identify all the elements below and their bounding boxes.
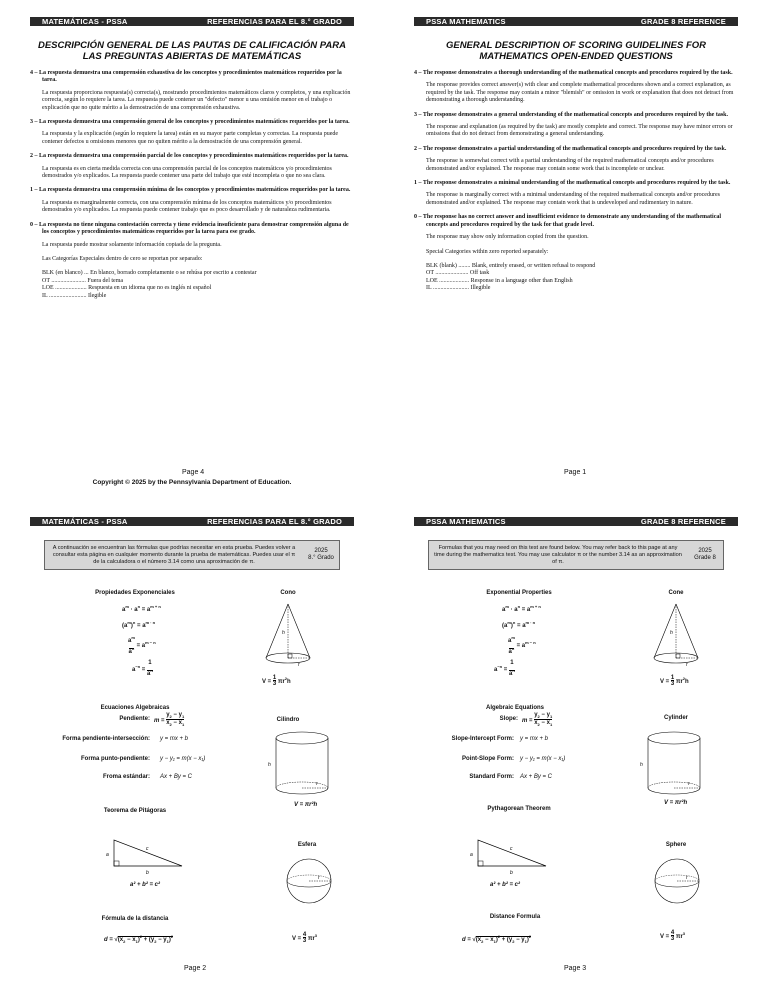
scoring-guidelines [30, 70, 354, 300]
exp-quotient-rule: $a^m$ $a^n = a^{m - n}$ [128, 635, 156, 655]
spanish-scoring-page [0, 0, 384, 497]
scoring-guidelines [414, 70, 738, 293]
header-right: REFERENCIAS PARA EL 8.° GRADO [207, 17, 342, 26]
svg-text:b: b [146, 870, 149, 876]
dist-title: Fórmula de la distancia [101, 916, 169, 922]
sphere-volume: V = 4 3 $\pi r^3$ [660, 930, 686, 942]
header-right: REFERENCIAS PARA EL 8.° GRADO [207, 517, 342, 526]
svg-text:r: r [298, 662, 300, 668]
score-body: The response and explanation (as required by the task) are mostly complete and correct. The response may have minor errors or omissions that do not detract from demonstrating a general understanding. [426, 124, 733, 138]
special-category: IL ......................... Ilegible [42, 292, 107, 299]
svg-text:c: c [146, 846, 149, 852]
special-category: LOE ..................... Respuesta en un idioma que no es inglés ni español [42, 285, 212, 292]
exp-product-rule: $a^m \cdot a^n = a^{m + n}$ [122, 604, 161, 613]
exp-quotient-rule: $a^m$ $a^n = a^{m - n}$ [508, 635, 536, 655]
score-heading: 1 – La respuesta demuestra una comprensión mínima de los conceptos y procedimientos matemáticos requeridos por la tarea. [30, 187, 351, 194]
score-heading: 2 – La respuesta demuestra una comprensión parcial de los conceptos y procedimientos matemáticos requeridos por la tarea. [30, 153, 349, 160]
score-item [30, 222, 354, 249]
header-bar [30, 517, 354, 526]
sphere-volume: V = 4 3 $\pi r^3$ [292, 932, 318, 944]
page-number: Page 3 [564, 965, 587, 972]
page-number: Page 2 [184, 965, 207, 972]
score-heading: 3 – La respuesta demuestra una comprensión general de los conceptos y procedimientos matemáticos requeridos por la tarea. [30, 119, 350, 126]
header-bar [414, 517, 738, 526]
copyright: Copyright © 2025 by the Pennsylvania Department of Education. [92, 479, 292, 486]
info-text: A continuación se encuentran las fórmulas que podrías necesitar en esta prueba. Puedes volver a consultar esta página en cualquier momento durante la prueba de matemáticas. Puedes usar el π de la calculadora o el número 3.14 como una aproximación de π. [52, 544, 296, 565]
header-bar [414, 17, 738, 26]
header-left: MATEMÁTICAS - PSSA [42, 517, 128, 526]
page-number: Page 1 [564, 469, 587, 476]
slope-formula: $m = y_2 - y_1$ $x_2 - x_1$ [154, 712, 185, 728]
exp-negative-rule: $a^{-n} = 1$ $a^n$ [494, 660, 515, 677]
english-scoring-page [384, 0, 768, 497]
score-heading: 2 – The response demonstrates a partial understanding of the mathematical concepts and procedures required by the task. [414, 145, 727, 152]
header-left: PSSA MATHEMATICS [426, 17, 506, 26]
alg-title: Algebraic Equations [485, 705, 544, 711]
sphere-diagram-icon [284, 856, 334, 906]
pyth-title: Pythagorean Theorem [487, 806, 551, 812]
info-box [44, 540, 340, 570]
score-item [414, 146, 738, 173]
score-item [30, 187, 354, 214]
cone-volume: V = 1 3 $\pi r^2h$ [262, 675, 291, 687]
score-body: La respuesta es marginalmente correcta, con una comprensión mínima de los conceptos matemáticos y/o procedimientos demostrados y/o explicados. La respuesta puede contener trabajo que es poco desarrollado y de naturaleza rudimentaria. [42, 199, 332, 214]
pyth-formula: a² + b² = c² [130, 882, 161, 888]
exp-power-rule: $(a^m)^n = a^{m \cdot n}$ [122, 620, 156, 629]
header-bar [30, 17, 354, 26]
cylinder-volume: V = πr²h [664, 800, 688, 806]
exp-negative-rule: $a^{-n} = 1$ $a^n$ [132, 660, 153, 677]
special-intro: Special Categories within zero reported separately: [426, 248, 549, 255]
special-category: BLK (en blanco) ... En blanco, borrado completamente o se rehúsa por escrito a contestar [42, 270, 257, 277]
svg-text:h: h [670, 630, 673, 636]
score-heading: 4 – The response demonstrates a thorough understanding of the mathematical concepts and procedures required by the task. [414, 70, 733, 76]
score-item [30, 119, 354, 146]
pyth-formula: a² + b² = c² [490, 882, 521, 888]
triangle-diagram-icon [100, 832, 190, 877]
header-left: MATEMÁTICAS - PSSA [42, 17, 128, 26]
score-heading: 1 – The response demonstrates a minimal understanding of the mathematical concepts and procedures required by the task. [414, 180, 731, 187]
svg-text:a: a [470, 852, 473, 858]
svg-text:r: r [686, 662, 688, 668]
cone-diagram-icon [258, 600, 318, 670]
pyth-title: Teorema de Pitágoras [103, 808, 167, 814]
standard-formula: Ax + By = C [520, 774, 553, 780]
info-text: Formulas that you may need on this test are found below. You may refer back to this page at any time during the mathematics test. You may use calculator π or the number 3.14 as an approximation of π. [434, 544, 682, 565]
special-category: BLK (blank) ........ Blank, entirely erased, or written refusal to respond [426, 262, 596, 269]
svg-text:r: r [686, 875, 688, 881]
score-heading: 4 – La respuesta demuestra una comprensión exhaustiva de los conceptos y procedimientos matemáticos requeridos por la tarea. [30, 70, 342, 84]
cone-diagram-icon [646, 600, 706, 670]
year-grade [303, 548, 339, 562]
score-body: The response provides correct answer(s) with clear and complete mathematical procedures shown and a correct explanation, as required by the task. The response may contain a minor "blemish" or omission in work or explanation that does not detract from demonstrating a thorough understanding. [426, 82, 734, 104]
cylinder-diagram-icon [266, 730, 336, 798]
special-intro: Las Categorías Especiales dentro de cero se reportan por separado: [42, 255, 203, 262]
page-title: GENERAL DESCRIPTION OF SCORING GUIDELINES FOR MATHEMATICS OPEN-ENDED QUESTIONS [445, 40, 707, 62]
point-slope-formula: y − y₁ = m(x − x₁) [160, 756, 206, 762]
point-slope-label: Forma punto-pendiente: [81, 756, 150, 762]
grade: Grade 8 [694, 555, 716, 561]
cone-title: Cono [280, 590, 296, 596]
slope-int-formula: y = mx + b [160, 736, 189, 742]
svg-text:h: h [268, 762, 271, 768]
score-body: La respuesta es en cierta medida correcta con una comprensión parcial de los conceptos matemáticos y/o procedimientos demostrados y/o explicados. La respuesta puede contener una parte del trabajo que esté incompleta o que no sea clara. [42, 165, 332, 180]
score-body: The response may show only information copied from the question. [426, 234, 589, 241]
score-item [30, 70, 354, 112]
score-item [414, 112, 738, 139]
slope-int-formula: y = mx + b [520, 736, 549, 742]
score-body: The response is marginally correct with a minimal understanding of the required mathematical concepts and/or procedures demonstrated and/or explained. The response may contain work that is undeveloped and rudimentary in nature. [426, 192, 720, 206]
score-heading: 0 – La respuesta no tiene ninguna contestación correcta y tiene evidencia insuficiente para demostrar comprensión alguna de los conceptos y procedimientos matemáticos requeridos por la tarea para ese grado. [30, 221, 349, 236]
cylinder-title: Cylinder [663, 715, 688, 721]
triangle-diagram-icon [464, 832, 554, 877]
special-categories [414, 263, 738, 293]
svg-text:b: b [510, 870, 513, 876]
special-categories [30, 270, 354, 300]
standard-label: Froma estándar: [102, 774, 150, 780]
dist-title: Distance Formula [489, 914, 541, 920]
grade: 8.° Grado [308, 555, 334, 561]
cylinder-volume: V = πr²h [294, 802, 318, 808]
special-category: LOE .................... Response in a language other than English [426, 277, 573, 284]
svg-text:h: h [282, 630, 285, 636]
header-left: PSSA MATHEMATICS [426, 517, 506, 526]
score-body: La respuesta puede mostrar solamente información copiada de la pregunta. [42, 241, 222, 248]
cylinder-diagram-icon [638, 730, 708, 798]
slope-formula: $m = y_2 - y_1$ $x_2 - x_1$ [522, 712, 553, 728]
slope-int-label: Forma pendiente-intersección: [62, 736, 150, 742]
score-item [414, 214, 738, 241]
cone-title: Cone [668, 590, 684, 596]
exp-power-rule: $(a^m)^n = a^{m \cdot n}$ [502, 620, 536, 629]
alg-title: Ecuaciones Algebraicas [100, 705, 170, 711]
score-heading: 0 – The response has no correct answer and insufficient evidence to demonstrate any understanding of the mathematical concepts and procedures required by the task for that grade level. [414, 214, 722, 228]
distance-formula: $d = √(x_2 - x_1)^2 + (y_2 - y_1)^2$ [104, 934, 174, 945]
point-slope-formula: y − y₁ = m(x − x₁) [520, 756, 566, 762]
sphere-title: Esfera [297, 842, 317, 848]
sphere-title: Sphere [665, 842, 687, 848]
special-category: OT ....................... Fuera del tema [42, 277, 124, 284]
english-formula-page [384, 512, 768, 994]
exp-title: Propiedades Exponenciales [95, 590, 175, 596]
info-box [428, 540, 724, 570]
svg-text:r: r [318, 875, 320, 881]
score-body: La respuesta proporciona respuesta(s) correcta(s), mostrando procedimientos matemáticos claros y completos, y una explicación correcta, según lo requiere la tarea. La respuesta puede contener un "defecto" menor u una omisión menor en el trabajo o explicación que no quite mérito a la demostración de una comprensión exhaustiva. [42, 89, 351, 111]
svg-text:a: a [106, 852, 109, 858]
header-right: GRADE 8 REFERENCE [640, 517, 726, 526]
svg-text:r: r [688, 781, 690, 787]
exp-title: Exponential Properties [486, 590, 552, 596]
special-category: OT ...................... Off task [426, 270, 490, 277]
score-item [30, 153, 354, 180]
page-title: DESCRIPCIÓN GENERAL DE LAS PAUTAS DE CALIFICACIÓN PARA LAS PREGUNTAS ABIERTAS DE MATEMÁTICAS [37, 40, 347, 62]
page-number: Page 4 [182, 469, 205, 476]
year: 2025 [698, 548, 712, 554]
score-item [414, 180, 738, 207]
score-item [414, 70, 738, 105]
special-category: IL ........................ Illegible [426, 285, 491, 292]
slope-label: Pendiente: [119, 716, 150, 722]
standard-formula: Ax + By = C [160, 774, 193, 780]
score-body: La respuesta y la explicación (según lo requiere la tarea) están en su mayor parte completas y correctas. La respuesta puede contener defectos u omisiones menores que no quiten mérito a la demostración de una comprensión general. [42, 131, 339, 145]
distance-formula: $d = √(x_2 - x_1)^2 + (y_2 - y_1)^2$ [462, 934, 532, 945]
score-body: The response is somewhat correct with a partial understanding of the required mathematical concepts and/or procedures demonstrated and/or explained. The response may contain some work that is incomplete or unclear. [426, 158, 714, 172]
cone-volume: V = 1 3 $\pi r^2h$ [660, 675, 689, 687]
exp-product-rule: $a^m \cdot a^n = a^{m + n}$ [502, 604, 541, 613]
point-slope-label: Point-Slope Form: [462, 756, 514, 762]
svg-text:c: c [510, 846, 513, 852]
score-heading: 3 – The response demonstrates a general understanding of the mathematical concepts and procedures required by the task. [414, 111, 729, 118]
svg-text:h: h [640, 762, 643, 768]
year-grade [687, 548, 723, 562]
spanish-formula-page [0, 512, 384, 994]
standard-label: Standard Form: [469, 774, 514, 780]
sphere-diagram-icon [652, 856, 702, 906]
slope-label: Slope: [499, 716, 518, 722]
year: 2025 [314, 548, 328, 554]
header-right: GRADE 8 REFERENCE [640, 17, 726, 26]
slope-int-label: Slope-Intercept Form: [451, 736, 514, 742]
svg-text:r: r [316, 781, 318, 787]
cylinder-title: Cilindro [276, 717, 300, 723]
